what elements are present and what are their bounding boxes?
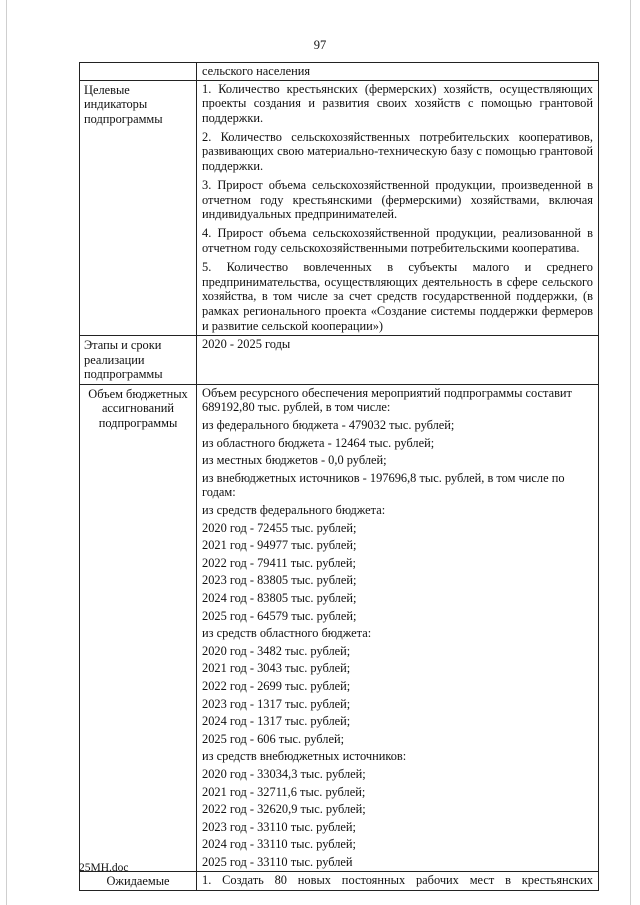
budget-line: 2022 год - 79411 тыс. рублей; — [202, 555, 356, 570]
page-number: 97 — [313, 38, 327, 52]
scan-edge-right — [630, 0, 631, 905]
budget-line: из средств внебюджетных источников: — [202, 749, 407, 764]
budget-line: из внебюджетных источников - 197696,8 тыс. рублей, в том числе по годам: — [202, 470, 565, 500]
budget-line: 2022 год - 2699 тыс. рублей; — [202, 678, 351, 693]
budget-details — [197, 384, 599, 871]
table-row-expected — [80, 871, 599, 891]
budget-line: 2025 год - 33110 тыс. рублей — [202, 854, 353, 869]
budget-line: 2023 год - 33110 тыс. рублей; — [202, 819, 356, 834]
budget-line: 2020 год - 33034,3 тыс. рублей; — [202, 766, 366, 781]
budget-line: 2025 год - 64579 тыс. рублей; — [202, 608, 357, 623]
stages-value: 2020 - 2025 годы — [197, 336, 599, 385]
target-item: 5. Количество вовлеченных в субъекты малого и среднего предпринимательства, осуществляющих деятельность в сфере сельского хозяйства, в том числе за счет средств государственной поддержки, (в рамках регионального проекта «Создание системы поддержки фермеров и развитие сельской кооперации») — [202, 260, 593, 333]
scan-edge-left — [6, 0, 7, 905]
budget-line: Объем ресурсного обеспечения мероприятий подпрограммы составит 689192,80 тыс. рублей, в том числе: — [202, 385, 572, 415]
budget-line: 2021 год - 3043 тыс. рублей; — [202, 661, 351, 676]
stages-label: Этапы и сроки реализации подпрограммы — [80, 336, 197, 385]
budget-line: 2024 год - 1317 тыс. рублей; — [202, 714, 351, 729]
target-item: 4. Прирост объема сельскохозяйственной продукции, реализованной в отчетном году сельскохозяйственными потребительскими кооператива. — [202, 226, 593, 256]
table-row-targets — [80, 80, 599, 336]
empty-label-cell — [80, 63, 197, 81]
table-row-stages — [80, 336, 599, 385]
passport-table — [79, 62, 599, 891]
budget-line: 2020 год - 72455 тыс. рублей; — [202, 520, 357, 535]
budget-line: из средств федерального бюджета: — [202, 503, 386, 518]
expected-label: Ожидаемые — [80, 871, 197, 891]
budget-line: 2021 год - 94977 тыс. рублей; — [202, 538, 357, 553]
budget-line: из средств областного бюджета: — [202, 626, 372, 641]
table-row-continuation — [80, 63, 599, 81]
table-row-budget — [80, 384, 599, 871]
footer-filename: 25МН.doc — [79, 862, 129, 874]
budget-line: 2024 год - 33110 тыс. рублей; — [202, 837, 356, 852]
budget-line: из областного бюджета - 12464 тыс. рублей; — [202, 435, 435, 450]
targets-list — [197, 80, 599, 336]
budget-line: 2021 год - 32711,6 тыс. рублей; — [202, 784, 366, 799]
budget-line: 2023 год - 1317 тыс. рублей; — [202, 696, 351, 711]
budget-line: 2022 год - 32620,9 тыс. рублей; — [202, 802, 366, 817]
budget-label: Объем бюджетных ассигнований подпрограммы — [80, 384, 197, 871]
target-item: 2. Количество сельскохозяйственных потребительских кооперативов, развивающих свою материально-техническую базу с помощью грантовой поддержки. — [202, 129, 593, 174]
budget-line: 2025 год - 606 тыс. рублей; — [202, 731, 345, 746]
budget-line: из местных бюджетов - 0,0 рублей; — [202, 453, 387, 468]
budget-line: 2020 год - 3482 тыс. рублей; — [202, 643, 351, 658]
budget-line: 2023 год - 83805 тыс. рублей; — [202, 573, 357, 588]
targets-label: Целевые индикаторы подпрограммы — [80, 80, 197, 336]
target-item: 3. Прирост объема сельскохозяйственной продукции, произведенной в отчетном году крестьянскими (фермерскими) хозяйствами, включая индивидуальных предпринимателей. — [202, 178, 593, 222]
continuation-text: сельского населения — [197, 63, 599, 81]
budget-line: 2024 год - 83805 тыс. рублей; — [202, 591, 357, 605]
expected-value: 1. Создать 80 новых постоянных рабочих мест в крестьянских — [197, 871, 599, 891]
budget-line: из федерального бюджета - 479032 тыс. рублей; — [202, 418, 455, 433]
target-item: 1. Количество крестьянских (фермерских) хозяйств, осуществляющих проекты создания и развития своих хозяйств с помощью грантовой поддержки. — [202, 81, 593, 125]
